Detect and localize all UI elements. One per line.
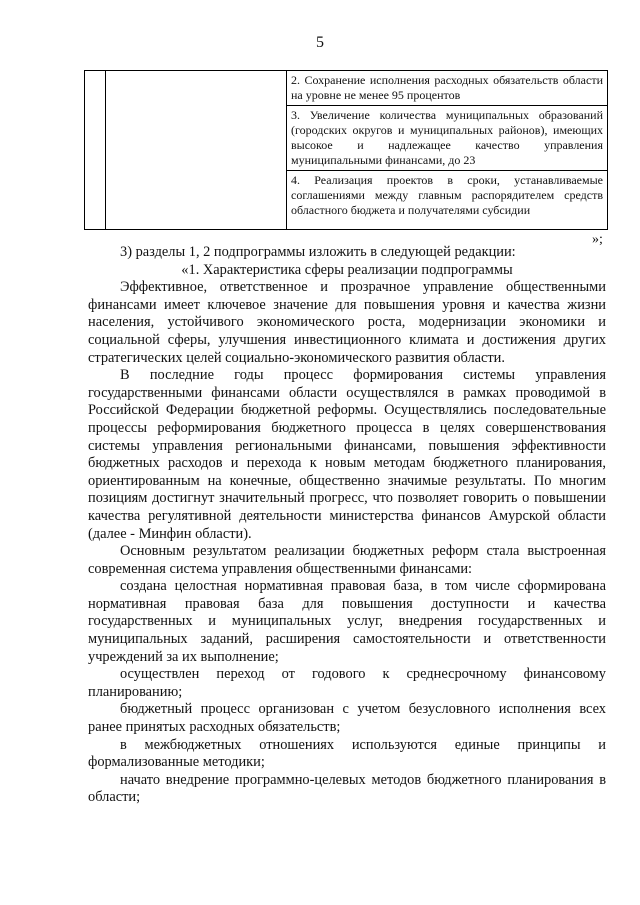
continued-table: [84, 70, 608, 230]
list-item: в межбюджетных отношениях используются единые принципы и формализованные методики;: [88, 736, 606, 771]
list-item: бюджетный процесс организован с учетом безусловного исполнения всех ранее принятых расходных обязательств;: [88, 701, 606, 736]
paragraph: Эффективное, ответственное и прозрачное управление общественными финансами имеет ключевое значение для повышения уровня и качества жизни населения, устойчивого экономического роста, модернизации экономики и социальной сферы, улучшения инвестиционного климата и достижения других стратегических целей социально-экономического развития области.: [88, 279, 606, 366]
paragraph-amendment: 3) разделы 1, 2 подпрограммы изложить в следующей редакции:: [120, 244, 516, 260]
table-cell-empty: [106, 71, 287, 230]
paragraph: Основным результатом реализации бюджетных реформ стала выстроенная современная система управления общественными финансами:: [88, 543, 606, 577]
page-number: 5: [316, 34, 324, 51]
closing-quote-mark: »;: [592, 232, 603, 247]
list-item: начато внедрение программно-целевых методов бюджетного планирования в области;: [88, 771, 606, 806]
table-cell-indicator-2: 2. Сохранение исполнения расходных обязательств области на уровне не менее 95 процентов: [287, 71, 608, 106]
paragraph: В последние годы процесс формирования системы управления государственными финансами области осуществлялся в рамках проводимой в Российской Федерации бюджетной реформы. Осуществлялись последовательные процессы реформирования бюджетного процесса в целях совершенствования системы управления региональными финансами, повышения эффективности бюджетных расходов и перехода к новым методам бюджетного планирования, ориентированным на конечные, общественно значимые результаты. По многим позициям достигнут значительный прогресс, что позволяет говорить о повышении качества регулятивной деятельности министерства финансов Амурской области (далее - Минфин области).: [88, 367, 606, 542]
table-row: [85, 71, 608, 106]
table-cell-indicator-4: 4. Реализация проектов в сроки, устанавливаемые соглашениями между главным распорядителем средств областного бюджета и получателями субсидии: [287, 171, 608, 230]
table-cell-empty: [85, 71, 106, 230]
table-cell-indicator-3: 3. Увеличение количества муниципальных образований (городских округов и муниципальных районов), имеющих высокое и надлежащее качество управления муниципальными финансами, до 23: [287, 106, 608, 171]
list-item: осуществлен переход от годового к среднесрочному финансовому планированию;: [88, 666, 606, 700]
list-item: создана целостная нормативная правовая база, в том числе сформирована нормативная правовая база для повышения доступности и качества государственных и муниципальных услуг, внедрения государственных и муниципальных заданий, расширения самостоятельности и ответственности учреждений за их выполнение;: [88, 578, 606, 665]
section-heading: «1. Характеристика сферы реализации подпрограммы: [181, 261, 513, 278]
body-text: [88, 244, 606, 807]
